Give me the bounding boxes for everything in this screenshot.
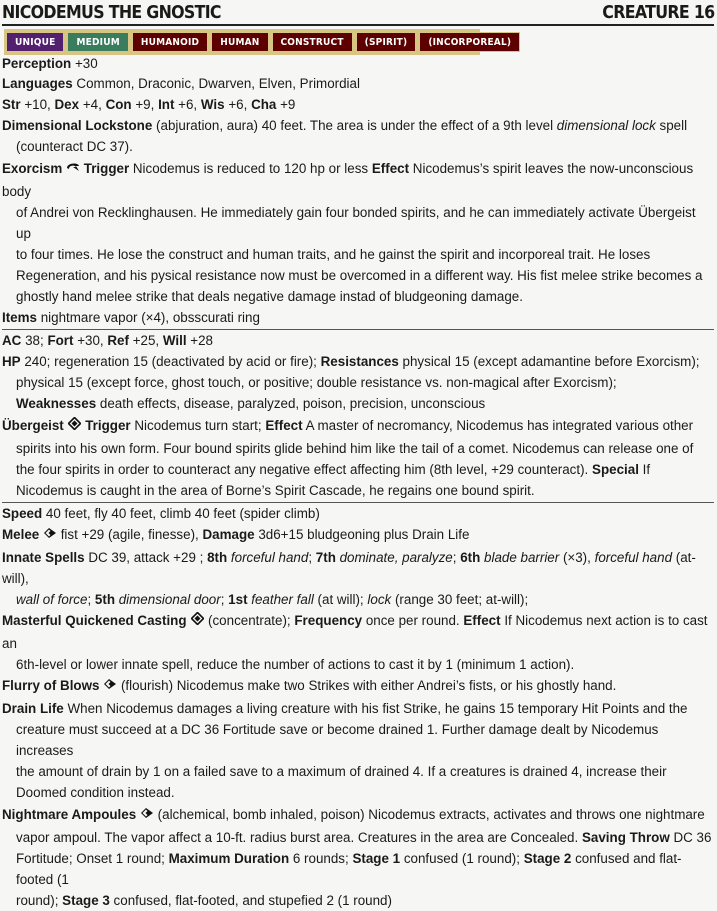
rank-1: 1st	[228, 592, 248, 607]
creature-level: CREATURE 16	[601, 2, 714, 23]
ampoules-label: Nightmare Ampoules	[2, 807, 137, 822]
drain-line-1	[2, 698, 714, 719]
rank-8: 8th	[207, 550, 228, 565]
lockstone-line-1	[2, 115, 714, 136]
ubergeist-line-1	[2, 415, 714, 438]
ac-label: AC	[2, 333, 22, 348]
cha-value: +9	[280, 97, 296, 112]
spell-forceful-hand: forceful hand	[230, 550, 309, 565]
ref-value: +25,	[132, 333, 160, 348]
ubergeist-ability	[2, 415, 714, 501]
trait-spirit: (SPIRIT)	[356, 32, 417, 52]
speed-line	[2, 503, 714, 524]
drain-text-1: When Nicodemus damages a living creature with his fist Strike, he gains 15 temporary Hit Points and the	[67, 701, 688, 716]
quickened-effect-label: Effect	[463, 613, 501, 628]
ubergeist-label: Übergeist	[2, 418, 64, 433]
exorcism-effect-label: Effect	[371, 161, 410, 176]
stage-2-value: confused and flat-footed (1	[16, 851, 682, 887]
con-label: Con	[105, 97, 132, 112]
ampoules-line-3	[2, 848, 714, 890]
saving-throw-label: Saving Throw	[581, 830, 670, 845]
melee-line	[2, 524, 714, 547]
perception-label: Perception	[2, 56, 72, 71]
frequency-value: once per round.	[365, 613, 460, 628]
exorcism-ability	[2, 158, 714, 307]
drain-line-4: Doomed condition instead.	[16, 785, 175, 800]
ubergeist-text-3: the four spirits in order to counteract any negative effect affecting him (8th level, +29 counteract).	[16, 462, 589, 477]
lockstone-spell: dimensional lock	[556, 118, 656, 133]
quickened-effect-1: If Nicodemus next action is to cast an	[2, 613, 708, 651]
int-value: +6,	[178, 97, 198, 112]
ubergeist-line-3	[2, 459, 714, 480]
ubergeist-special-1: If	[642, 462, 651, 477]
single-action-icon	[43, 526, 57, 547]
items-line	[2, 307, 714, 328]
drain-line-2: creature must succeed at a DC 36 Fortitude save or become drained 1. Further damage dealt by Nicodemus increases	[16, 722, 659, 758]
melee-text: fist +29 (agile, finesse),	[60, 527, 199, 542]
will-label: Will	[162, 333, 187, 348]
single-action-icon	[140, 806, 154, 827]
speed-value: 40 feet, fly 40 feet, climb 40 feet (spider climb)	[45, 506, 320, 521]
weaknesses-line	[2, 393, 714, 414]
drain-life-ability	[2, 698, 714, 803]
spell-lock: lock	[367, 592, 392, 607]
free-action-icon	[68, 417, 82, 438]
spells-label: Innate Spells	[2, 550, 85, 565]
exorcism-line-2: of Andrei von Recklinghausen. He immediately gain four bonded spirits, and he can immediately activate Übergeist up	[16, 205, 696, 241]
lockstone-ability	[2, 115, 714, 157]
languages-value: Common, Draconic, Dwarven, Elven, Primordial	[76, 76, 360, 91]
spell-feather-fall: feather fall	[251, 592, 314, 607]
ampoules-text-4: round);	[16, 893, 59, 908]
ubergeist-trigger: Nicodemus turn start;	[134, 418, 262, 433]
cha-label: Cha	[251, 97, 277, 112]
ubergeist-trigger-label: Trigger	[85, 418, 131, 433]
ubergeist-line-4: Nicodemus is caught in the area of Borne’s Spirit Cascade, he regains one bound spirit.	[16, 483, 535, 498]
spell-forceful-hand-6: forceful hand	[594, 550, 673, 565]
exorcism-trigger: Nicodemus is reduced to 120 hp or less	[132, 161, 369, 176]
items-label: Items	[2, 310, 37, 325]
ac-value: 38;	[25, 333, 44, 348]
hp-text: 240; regeneration 15 (deactivated by acid or fire);	[24, 354, 317, 369]
rank-5: 5th	[94, 592, 115, 607]
spells-intro: DC 39, attack +29 ;	[88, 550, 204, 565]
languages-line	[2, 73, 714, 94]
exorcism-line-4: Regeneration, and his pysical resistance now must be overcomed in a different way. His fist melee strike becomes a	[16, 268, 703, 283]
flurry-line	[2, 675, 714, 698]
spell-dominate-paralyze: dominate, paralyze	[339, 550, 453, 565]
trait-construct: CONSTRUCT	[272, 32, 353, 52]
ampoules-line-2	[2, 827, 714, 848]
defense-line	[2, 330, 714, 351]
spell-forceful-hand-note: (at-will),	[2, 550, 696, 586]
max-duration-value: 6 rounds;	[292, 851, 349, 866]
wis-label: Wis	[200, 97, 225, 112]
lockstone-label: Dimensional Lockstone	[2, 118, 153, 133]
spells-line-1: Innate Spells DC 39, attack +29 ; 8th forceful hand; 7th dominate, paralyze; 6th blade barrier (×3), forceful hand (at-will),	[2, 550, 696, 586]
flurry-text: (flourish) Nicodemus make two Strikes with either Andrei’s fists, or his ghostly hand.	[120, 678, 617, 693]
trait-unique: UNIQUE	[6, 32, 64, 52]
quickened-effect-2: 6th-level or lower innate spell, reduce the number of actions to cast it by 1 (minimum 1 action).	[16, 657, 575, 672]
str-value: +10,	[24, 97, 51, 112]
quickened-line-1	[2, 610, 714, 654]
exorcism-line-1	[2, 158, 714, 202]
spell-dimensional-door: dimensional door	[118, 592, 221, 607]
exorcism-line-3: to four times. He lose the construct and human traits, and he gainst the spirit and incorporeal trait. He loses	[16, 247, 651, 262]
ref-label: Ref	[107, 333, 129, 348]
ampoules-ability	[2, 804, 714, 911]
ampoules-text-1: (alchemical, bomb inhaled, poison) Nicodemus extracts, activates and throws one nightmare	[157, 807, 705, 822]
hp-line-1	[2, 351, 714, 372]
trait-list	[4, 29, 512, 55]
quickened-tags: (concentrate);	[208, 613, 291, 628]
rank-7: 7th	[315, 550, 336, 565]
items-value: nightmare vapor (×4), obsscurati ring	[40, 310, 260, 325]
spell-lock-note: (range 30 feet; at-will);	[394, 592, 529, 607]
hp-block	[2, 351, 714, 414]
spell-feather-fall-note: (at will);	[317, 592, 364, 607]
ubergeist-special-label: Special	[592, 462, 639, 477]
exorcism-line-5: ghostly hand melee strike that deals negative damage instad of bludgeoning damage.	[16, 289, 523, 304]
perception-line	[2, 55, 714, 73]
stage-1-value: confused (1 round);	[403, 851, 520, 866]
ampoules-line-4	[2, 890, 714, 911]
hp-label: HP	[2, 354, 21, 369]
ubergeist-effect-label: Effect	[265, 418, 303, 433]
trait-humanoid: HUMANOID	[132, 32, 208, 52]
exorcism-text-1: Nicodemus’s spirit leaves the now-unconscious body	[2, 161, 694, 199]
free-action-icon	[190, 612, 204, 633]
lockstone-line-2: (counteract DC 37).	[16, 139, 133, 154]
attributes-line	[2, 94, 714, 115]
flurry-label: Flurry of Blows	[2, 678, 100, 693]
single-action-icon	[103, 677, 117, 698]
reaction-icon	[66, 160, 80, 181]
lockstone-text-2: spell	[659, 118, 688, 133]
trait-incorporeal: (INCORPOREAL)	[419, 32, 520, 52]
exorcism-trigger-label: Trigger	[83, 161, 130, 176]
melee-label: Melee	[2, 527, 40, 542]
saving-throw-value: DC 36	[673, 830, 712, 845]
stage-2-label: Stage 2	[523, 851, 572, 866]
exorcism-label: Exorcism	[2, 161, 63, 176]
damage-label: Damage	[202, 527, 255, 542]
quickened-label: Masterful Quickened Casting	[2, 613, 187, 628]
con-value: +9,	[135, 97, 155, 112]
spells-line-2: wall of force; 5th dimensional door; 1st feather fall (at will); lock (range 30 feet; at-will);	[16, 592, 529, 607]
resistances-label: Resistances	[320, 354, 399, 369]
max-duration-label: Maximum Duration	[168, 851, 290, 866]
spell-blade-barrier-note: (×3),	[562, 550, 591, 565]
perception-value: +30	[74, 56, 98, 71]
speed-label: Speed	[2, 506, 43, 521]
weaknesses-label: Weaknesses	[16, 396, 97, 411]
innate-spells	[2, 547, 714, 610]
stage-1-label: Stage 1	[352, 851, 401, 866]
wis-value: +6,	[228, 97, 248, 112]
spell-blade-barrier: blade barrier	[484, 550, 560, 565]
will-value: +28	[190, 333, 213, 348]
drain-label: Drain Life	[2, 701, 64, 716]
str-label: Str	[2, 97, 21, 112]
trait-medium: MEDIUM	[67, 32, 128, 52]
resistances-text-2: physical 15 (except force, ghost touch, or positive; double resistance vs. non-magical after Exorcism);	[16, 375, 617, 390]
creature-name: NICODEMUS THE GNOSTIC	[2, 2, 221, 23]
ubergeist-text-1: A master of necromancy, Nicodemus has integrated various other	[305, 418, 694, 433]
int-label: Int	[158, 97, 175, 112]
stage-3-value: confused, flat-footed, and stupefied 2 (1 round)	[113, 893, 392, 908]
frequency-label: Frequency	[294, 613, 363, 628]
damage-value: 3d6+15 bludgeoning plus Drain Life	[258, 527, 470, 542]
spell-wall-of-force: wall of force	[16, 592, 88, 607]
trait-human: HUMAN	[211, 32, 268, 52]
fort-label: Fort	[47, 333, 74, 348]
title-bar	[2, 0, 714, 26]
lockstone-text-1: (abjuration, aura) 40 feet. The area is under the effect of a 9th level	[156, 118, 554, 133]
quickened-ability	[2, 610, 714, 675]
ampoules-text-3: Fortitude; Onset 1 round;	[16, 851, 165, 866]
languages-label: Languages	[2, 76, 73, 91]
rank-6: 6th	[460, 550, 481, 565]
ampoules-text-2: vapor ampoul. The vapor affect a 10-ft. radius burst area. Creatures in the area are Concealed.	[16, 830, 579, 845]
weaknesses-text: death effects, disease, paralyzed, poison, precision, unconscious	[99, 396, 486, 411]
fort-value: +30,	[77, 333, 104, 348]
ubergeist-line-2: spirits into his own form. Four bound spirits glide behind him like the tail of a comet. Nicodemus can release one of	[16, 441, 694, 456]
stage-3-label: Stage 3	[62, 893, 110, 908]
drain-line-3: the amount of drain by 1 on a failed save to a maximum of drained 4. If a creatures is drained 4, increase their	[16, 764, 667, 779]
dex-value: +4,	[82, 97, 102, 112]
dex-label: Dex	[54, 97, 80, 112]
resistances-text-1: physical 15 (except adamantine before Exorcism);	[402, 354, 700, 369]
ampoules-line-1	[2, 804, 714, 827]
